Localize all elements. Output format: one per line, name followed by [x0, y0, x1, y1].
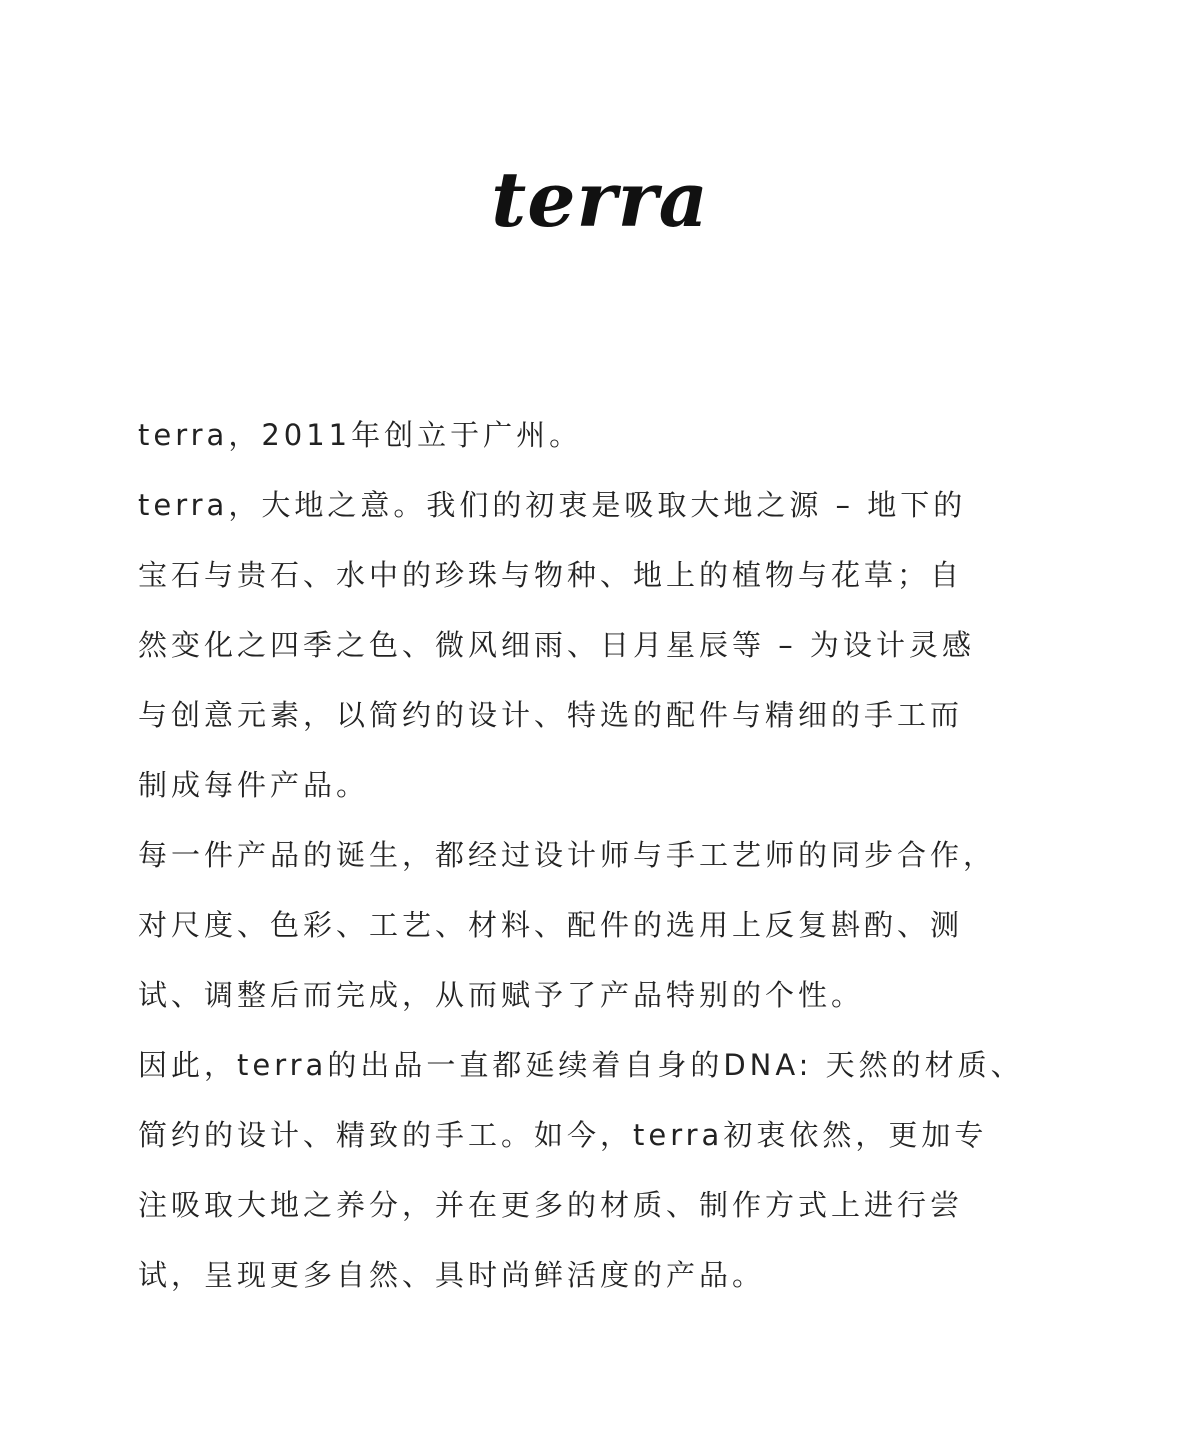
about-line: terra，大地之意。我们的初衷是吸取大地之源 – 地下的 [138, 488, 967, 522]
about-line: 注吸取大地之养分，并在更多的材质、制作方式上进行尝 [138, 1188, 964, 1222]
about-line: 与创意元素，以简约的设计、特选的配件与精细的手工而 [138, 698, 964, 732]
about-text [138, 400, 1088, 1310]
brand-logo: terra [491, 155, 709, 244]
about-line: 因此，terra的出品一直都延续着自身的DNA: 天然的材质、 [138, 1048, 1024, 1082]
about-line: 简约的设计、精致的手工。如今，terra初衷依然，更加专 [138, 1118, 988, 1152]
about-line: 试，呈现更多自然、具时尚鲜活度的产品。 [138, 1258, 766, 1292]
about-line: 然变化之四季之色、微风细雨、日月星辰等 – 为设计灵感 [138, 628, 975, 662]
about-line: terra，2011年创立于广州。 [138, 418, 583, 452]
about-line: 宝石与贵石、水中的珍珠与物种、地上的植物与花草；自 [138, 558, 964, 592]
about-line: 制成每件产品。 [138, 768, 370, 802]
about-line: 试、调整后而完成，从而赋予了产品特别的个性。 [138, 978, 865, 1012]
about-line: 对尺度、色彩、工艺、材料、配件的选用上反复斟酌、测 [138, 908, 964, 942]
about-line: 每一件产品的诞生，都经过设计师与手工艺师的同步合作， [138, 838, 997, 872]
